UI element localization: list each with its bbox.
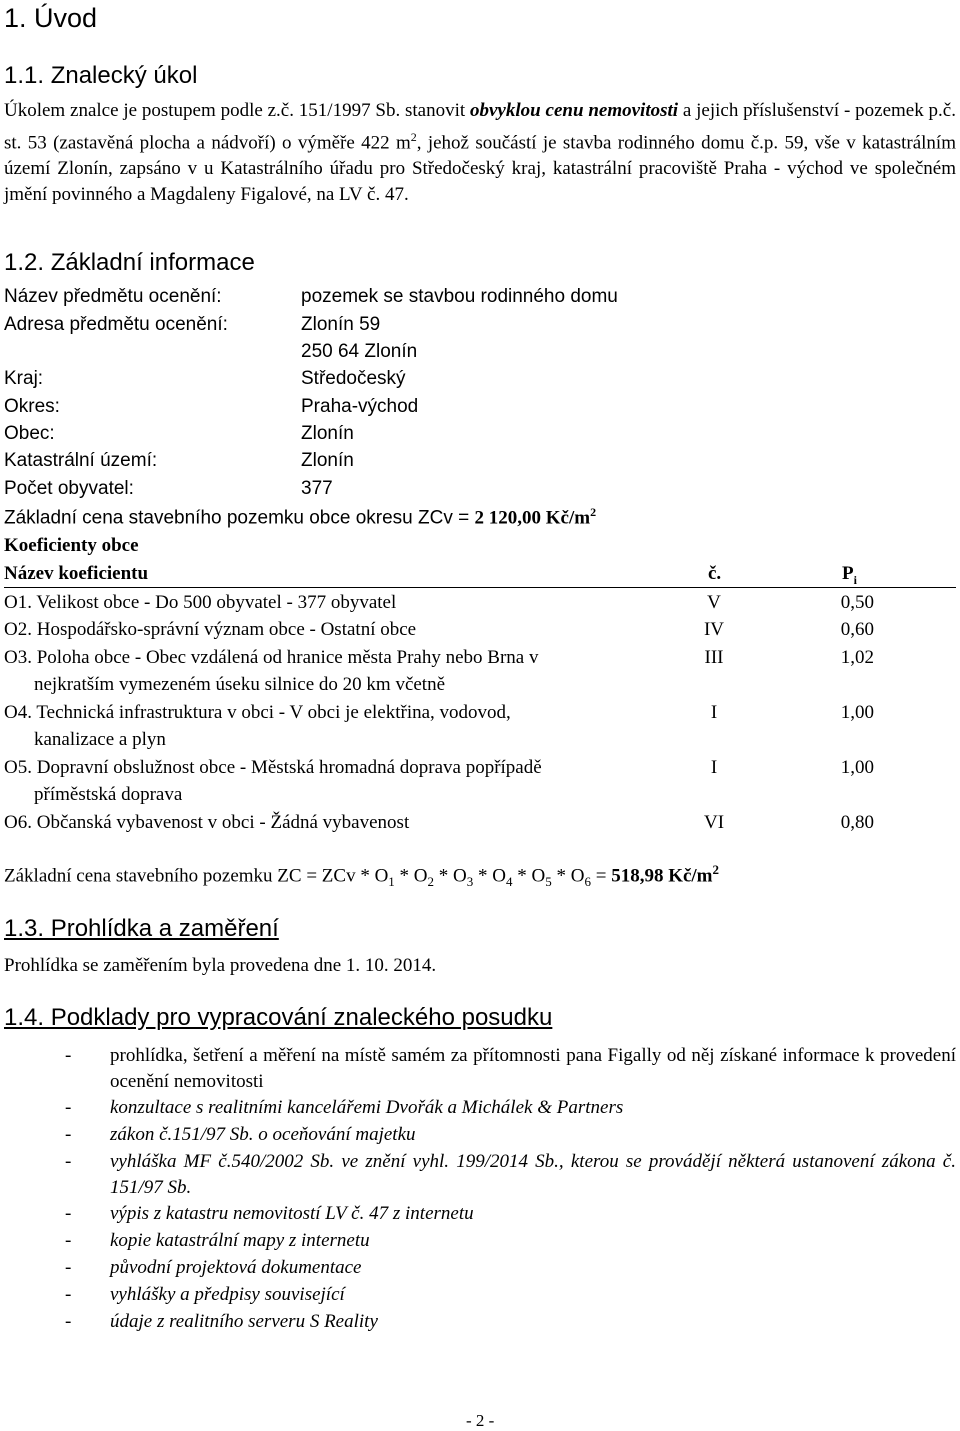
coefficients-table-header bbox=[4, 561, 956, 588]
coefficient-name: O2. Hospodářsko-správní význam obce - Ostatní obce bbox=[4, 619, 417, 640]
base-price-line: Základní cena stavebního pozemku obce okresu ZCv = 2 120,00 $Kč/m^2$ bbox=[4, 505, 597, 529]
coefficient-value: 0,50 bbox=[840, 592, 874, 613]
coefficient-name: O6. Občanská vybavenost v obci - Žádná vybavenost bbox=[4, 812, 410, 833]
list-item: - údaje z realitního serveru S Reality bbox=[65, 1311, 378, 1332]
info-value: Zlonín bbox=[301, 423, 354, 444]
coefficient-value: 1,00 bbox=[840, 702, 874, 723]
page-number: - 2 - bbox=[466, 1411, 495, 1430]
list-item: - původní projektová dokumentace bbox=[65, 1257, 362, 1278]
coefficient-value: 0,80 bbox=[840, 812, 874, 833]
coefficient-class: V bbox=[707, 592, 721, 613]
section-heading-1-1: 1.1. Znalecký úkol bbox=[4, 62, 198, 89]
info-value: 250 64 Zlonín bbox=[301, 341, 418, 362]
list-item: - prohlídka, šetření a měření na místě samém za přítomnosti pana Figally od něj získané informace k provedení ocenění nemovitosti bbox=[65, 1045, 956, 1092]
info-value: Zlonín bbox=[301, 450, 354, 471]
list-item: - kopie katastrální mapy z internetu bbox=[65, 1230, 370, 1251]
info-value: Středočeský bbox=[301, 368, 406, 389]
list-item: - vyhlášky a předpisy související bbox=[65, 1284, 345, 1305]
info-value: pozemek se stavbou rodinného domu bbox=[301, 286, 618, 307]
info-label: Obec: bbox=[4, 423, 55, 444]
list-item: - zákon č.151/97 Sb. o oceňování majetku bbox=[65, 1124, 416, 1145]
chapter-title: 1. Úvod bbox=[4, 3, 98, 33]
info-label: Kraj: bbox=[4, 368, 44, 389]
coefficient-name: O3. Poloha obce - Obec vzdálená od hranice města Prahy nebo Brna v nejkratším vymezeném úseku silnice do 20 km včetně bbox=[4, 647, 539, 695]
list-item: - vyhláška MF č.540/2002 Sb. ve znění vyhl. 199/2014 Sb., kterou se provádějí některá ustanovení zákona č. 151/97 Sb. bbox=[65, 1151, 956, 1198]
inspection-text: Prohlídka se zaměřením byla provedena dne 1. 10. 2014. bbox=[4, 955, 437, 976]
list-item: - konzultace s realitními kancelářemi Dvořák a Michálek & Partners bbox=[65, 1097, 624, 1118]
coefficient-value: 1,02 bbox=[840, 647, 874, 668]
coefficient-class: IV bbox=[703, 619, 725, 640]
info-label: Adresa předmětu ocenění: bbox=[4, 314, 228, 335]
coefficient-name: O5. Dopravní obslužnost obce - Městská hromadná doprava popřípadě příměstská doprava bbox=[4, 757, 542, 805]
formula-line: Základní cena stavebního pozemku ZC = ZCv * $O_1 * O_2 * O_3 * O_4 * O_5 * O_6 = 518,98$ $Kč/m^2$ bbox=[4, 862, 720, 890]
task-paragraph: Úkolem znalce je postupem podle z.č. 151/1997 Sb. stanovit obvyklou cenu nemovitosti a jejich příslušenství - pozemek p.č. st. 53 (zastavěná plocha a nádvoří) o výměře 422 $m^2$, jehož součástí je stavba rodinného domu č.p. 59, vše v katastrálním území Zlonín, zapsáno v u Katastrálního úřadu pro Středočeský kraj, katastrální pracoviště Praha - východ ve společném jmění povinného a Magdaleny Figalové, na LV č. 47. bbox=[4, 100, 956, 206]
sources-list bbox=[4, 1043, 956, 1336]
coefficients-heading: Koeficienty obce bbox=[4, 535, 139, 556]
info-label: Okres: bbox=[4, 396, 60, 417]
info-label: Počet obyvatel: bbox=[4, 478, 134, 499]
info-value: 377 bbox=[301, 478, 333, 499]
coefficient-value: 0,60 bbox=[840, 619, 874, 640]
coefficient-name: O1. Velikost obce - Do 500 obyvatel - 377 obyvatel bbox=[4, 592, 397, 613]
section-heading-1-4: 1.4. Podklady pro vypracování znaleckého posudku bbox=[4, 1004, 553, 1031]
col-name-header: Název koeficientu bbox=[4, 563, 149, 584]
info-value: Zlonín 59 bbox=[301, 314, 381, 335]
info-label: Katastrální území: bbox=[4, 450, 158, 471]
info-value: Praha-východ bbox=[301, 396, 419, 417]
col-class-header: č. bbox=[708, 563, 722, 584]
section-heading-1-2: 1.2. Základní informace bbox=[4, 249, 255, 276]
col-p-header: $P_i$ bbox=[842, 563, 857, 587]
info-label: Název předmětu ocenění: bbox=[4, 286, 222, 307]
coefficient-value: 1,00 bbox=[840, 757, 874, 778]
section-heading-1-3: 1.3. Prohlídka a zaměření bbox=[4, 915, 279, 942]
coefficient-class: III bbox=[704, 647, 724, 668]
coefficient-name: O4. Technická infrastruktura v obci - V obci je elektřina, vodovod, kanalizace a plyn bbox=[4, 702, 511, 750]
list-item: - výpis z katastru nemovitostí LV č. 47 z internetu bbox=[65, 1203, 474, 1224]
coefficient-class: I bbox=[710, 702, 718, 723]
coefficient-class: I bbox=[710, 757, 718, 778]
coefficient-class: VI bbox=[703, 812, 725, 833]
